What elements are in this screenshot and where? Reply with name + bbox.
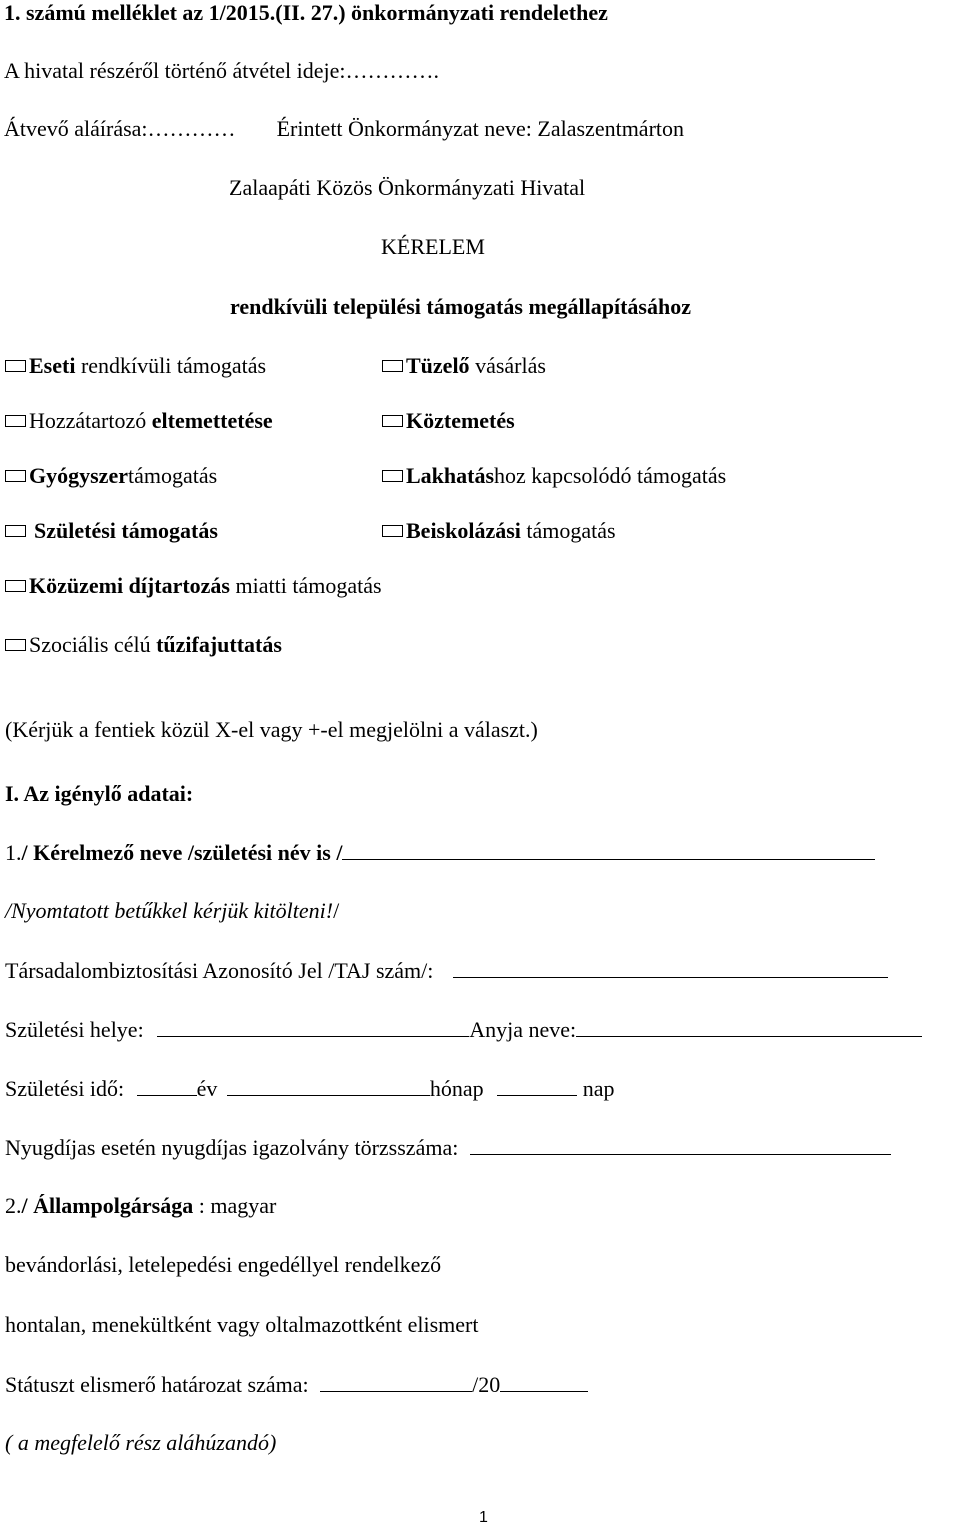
checkbox-lakhatas[interactable] bbox=[382, 470, 403, 482]
document-title: KÉRELEM bbox=[381, 234, 485, 259]
month-label: hónap bbox=[429, 1076, 484, 1101]
applicant-name-num: 1. bbox=[5, 840, 22, 865]
immigrant-option: bevándorlási, letelepedési engedéllyel rendelkező bbox=[5, 1252, 442, 1277]
option-eseti-text: rendkívüli támogatás bbox=[75, 353, 267, 378]
option-gyogyszer-text: támogatás bbox=[127, 463, 218, 488]
checkbox-kozuzemi[interactable] bbox=[5, 580, 26, 592]
birthdate-label: Születési idő: bbox=[5, 1076, 125, 1101]
option-beiskolazasi bbox=[382, 518, 616, 544]
option-kozuzemi bbox=[5, 573, 382, 599]
checkbox-eseti[interactable] bbox=[5, 360, 26, 372]
birthdate-row bbox=[5, 1075, 614, 1102]
taj-row bbox=[5, 957, 888, 984]
day-label: nap bbox=[582, 1076, 615, 1101]
taj-field[interactable] bbox=[453, 957, 888, 978]
pension-label: Nyugdíjas esetén nyugdíjas igazolvány törzsszáma: bbox=[5, 1135, 459, 1160]
option-eseti bbox=[5, 353, 266, 379]
underline-note: ( a megfelelő rész aláhúzandó) bbox=[5, 1430, 277, 1455]
checkbox-koztemetes[interactable] bbox=[382, 415, 403, 427]
pension-field[interactable] bbox=[470, 1134, 891, 1155]
option-szocialis-text: Szociális célú bbox=[29, 632, 157, 657]
applicant-name-field[interactable] bbox=[342, 839, 875, 860]
birthplace-field[interactable] bbox=[157, 1016, 469, 1037]
option-koztemetes-bold: Köztemetés bbox=[406, 408, 515, 433]
checkbox-hozzatartozo[interactable] bbox=[5, 415, 26, 427]
option-szuletesi-bold: Születési támogatás bbox=[34, 518, 218, 543]
option-lakhatas bbox=[382, 463, 726, 489]
instruction-text: (Kérjük a fentiek közül X-el vagy +-el megjelölni a választ.) bbox=[5, 717, 538, 742]
checkbox-szocialis[interactable] bbox=[5, 639, 26, 651]
option-hozzatartozo-text: Hozzátartozó bbox=[29, 408, 152, 433]
print-note-row bbox=[5, 898, 339, 924]
option-lakhatas-text: hoz kapcsolódó támogatás bbox=[494, 463, 727, 488]
option-szocialis-bold: tűzifajuttatás bbox=[156, 632, 282, 657]
option-eseti-bold: Eseti bbox=[29, 353, 76, 378]
option-koztemetes bbox=[382, 408, 515, 434]
pension-row bbox=[5, 1134, 891, 1161]
municipality-label: Érintett Önkormányzat neve: Zalaszentmárton bbox=[276, 116, 685, 141]
section-title: I. Az igénylő adatai: bbox=[5, 781, 194, 806]
annex-title: 1. számú melléklet az 1/2015.(II. 27.) önkormányzati rendelethez bbox=[4, 0, 608, 25]
option-lakhatas-bold: Lakhatás bbox=[406, 463, 495, 488]
refugee-option: hontalan, menekültként vagy oltalmazottként elismert bbox=[5, 1312, 479, 1337]
print-note-slash: / bbox=[333, 898, 340, 923]
receiver-signature-label: Átvevő aláírása:………… bbox=[4, 116, 236, 141]
option-gyogyszer-bold: Gyógyszer bbox=[29, 463, 128, 488]
receiver-signature-row bbox=[4, 116, 684, 142]
status-number-field[interactable] bbox=[320, 1371, 472, 1392]
status-label: Státuszt elismerő határozat száma: bbox=[5, 1372, 309, 1397]
checkbox-szuletesi[interactable] bbox=[5, 525, 26, 537]
birthplace-row bbox=[5, 1016, 922, 1043]
option-hozzatartozo-bold: eltemettetése bbox=[151, 408, 273, 433]
citizenship-num: 2. bbox=[5, 1193, 22, 1218]
checkbox-gyogyszer[interactable] bbox=[5, 470, 26, 482]
document-subtitle: rendkívüli települési támogatás megállapításához bbox=[230, 294, 691, 319]
citizenship-row bbox=[5, 1193, 276, 1219]
birthplace-label: Születési helye: bbox=[5, 1017, 144, 1042]
status-row bbox=[5, 1371, 588, 1398]
option-tuzelo bbox=[382, 353, 546, 379]
option-tuzelo-text: vásárlás bbox=[469, 353, 546, 378]
option-tuzelo-bold: Tüzelő bbox=[406, 353, 470, 378]
birth-month-field[interactable] bbox=[227, 1075, 430, 1096]
citizenship-value: : magyar bbox=[193, 1193, 277, 1218]
mother-name-field[interactable] bbox=[576, 1016, 922, 1037]
option-kozuzemi-bold: Közüzemi díjtartozás bbox=[29, 573, 230, 598]
status-year-field[interactable] bbox=[500, 1371, 588, 1392]
option-szocialis bbox=[5, 632, 282, 658]
status-mid: /20 bbox=[472, 1372, 501, 1397]
birth-year-field[interactable] bbox=[137, 1075, 197, 1096]
option-gyogyszer bbox=[5, 463, 217, 489]
applicant-name-row bbox=[5, 839, 875, 866]
office-name: Zalaapáti Közös Önkormányzati Hivatal bbox=[229, 175, 586, 200]
receipt-date-label: A hivatal részéről történő átvétel ideje:…………. bbox=[4, 58, 439, 83]
option-hozzatartozo bbox=[5, 408, 273, 434]
print-note: /Nyomtatott betűkkel kérjük kitölteni! bbox=[5, 898, 334, 923]
checkbox-beiskolazasi[interactable] bbox=[382, 525, 403, 537]
taj-label: Társadalombiztosítási Azonosító Jel /TAJ szám/: bbox=[5, 958, 434, 983]
option-beiskolazasi-text: támogatás bbox=[520, 518, 616, 543]
page-number: 1 bbox=[479, 1509, 488, 1526]
year-label: év bbox=[196, 1076, 218, 1101]
checkbox-tuzelo[interactable] bbox=[382, 360, 403, 372]
option-szuletesi bbox=[5, 518, 218, 544]
mother-name-label: Anyja neve: bbox=[469, 1017, 577, 1042]
option-beiskolazasi-bold: Beiskolázási bbox=[406, 518, 521, 543]
citizenship-label: / Állampolgársága bbox=[21, 1193, 194, 1218]
option-kozuzemi-text: miatti támogatás bbox=[230, 573, 382, 598]
birth-day-field[interactable] bbox=[497, 1075, 577, 1096]
applicant-name-label: / Kérelmező neve /születési név is / bbox=[21, 840, 343, 865]
